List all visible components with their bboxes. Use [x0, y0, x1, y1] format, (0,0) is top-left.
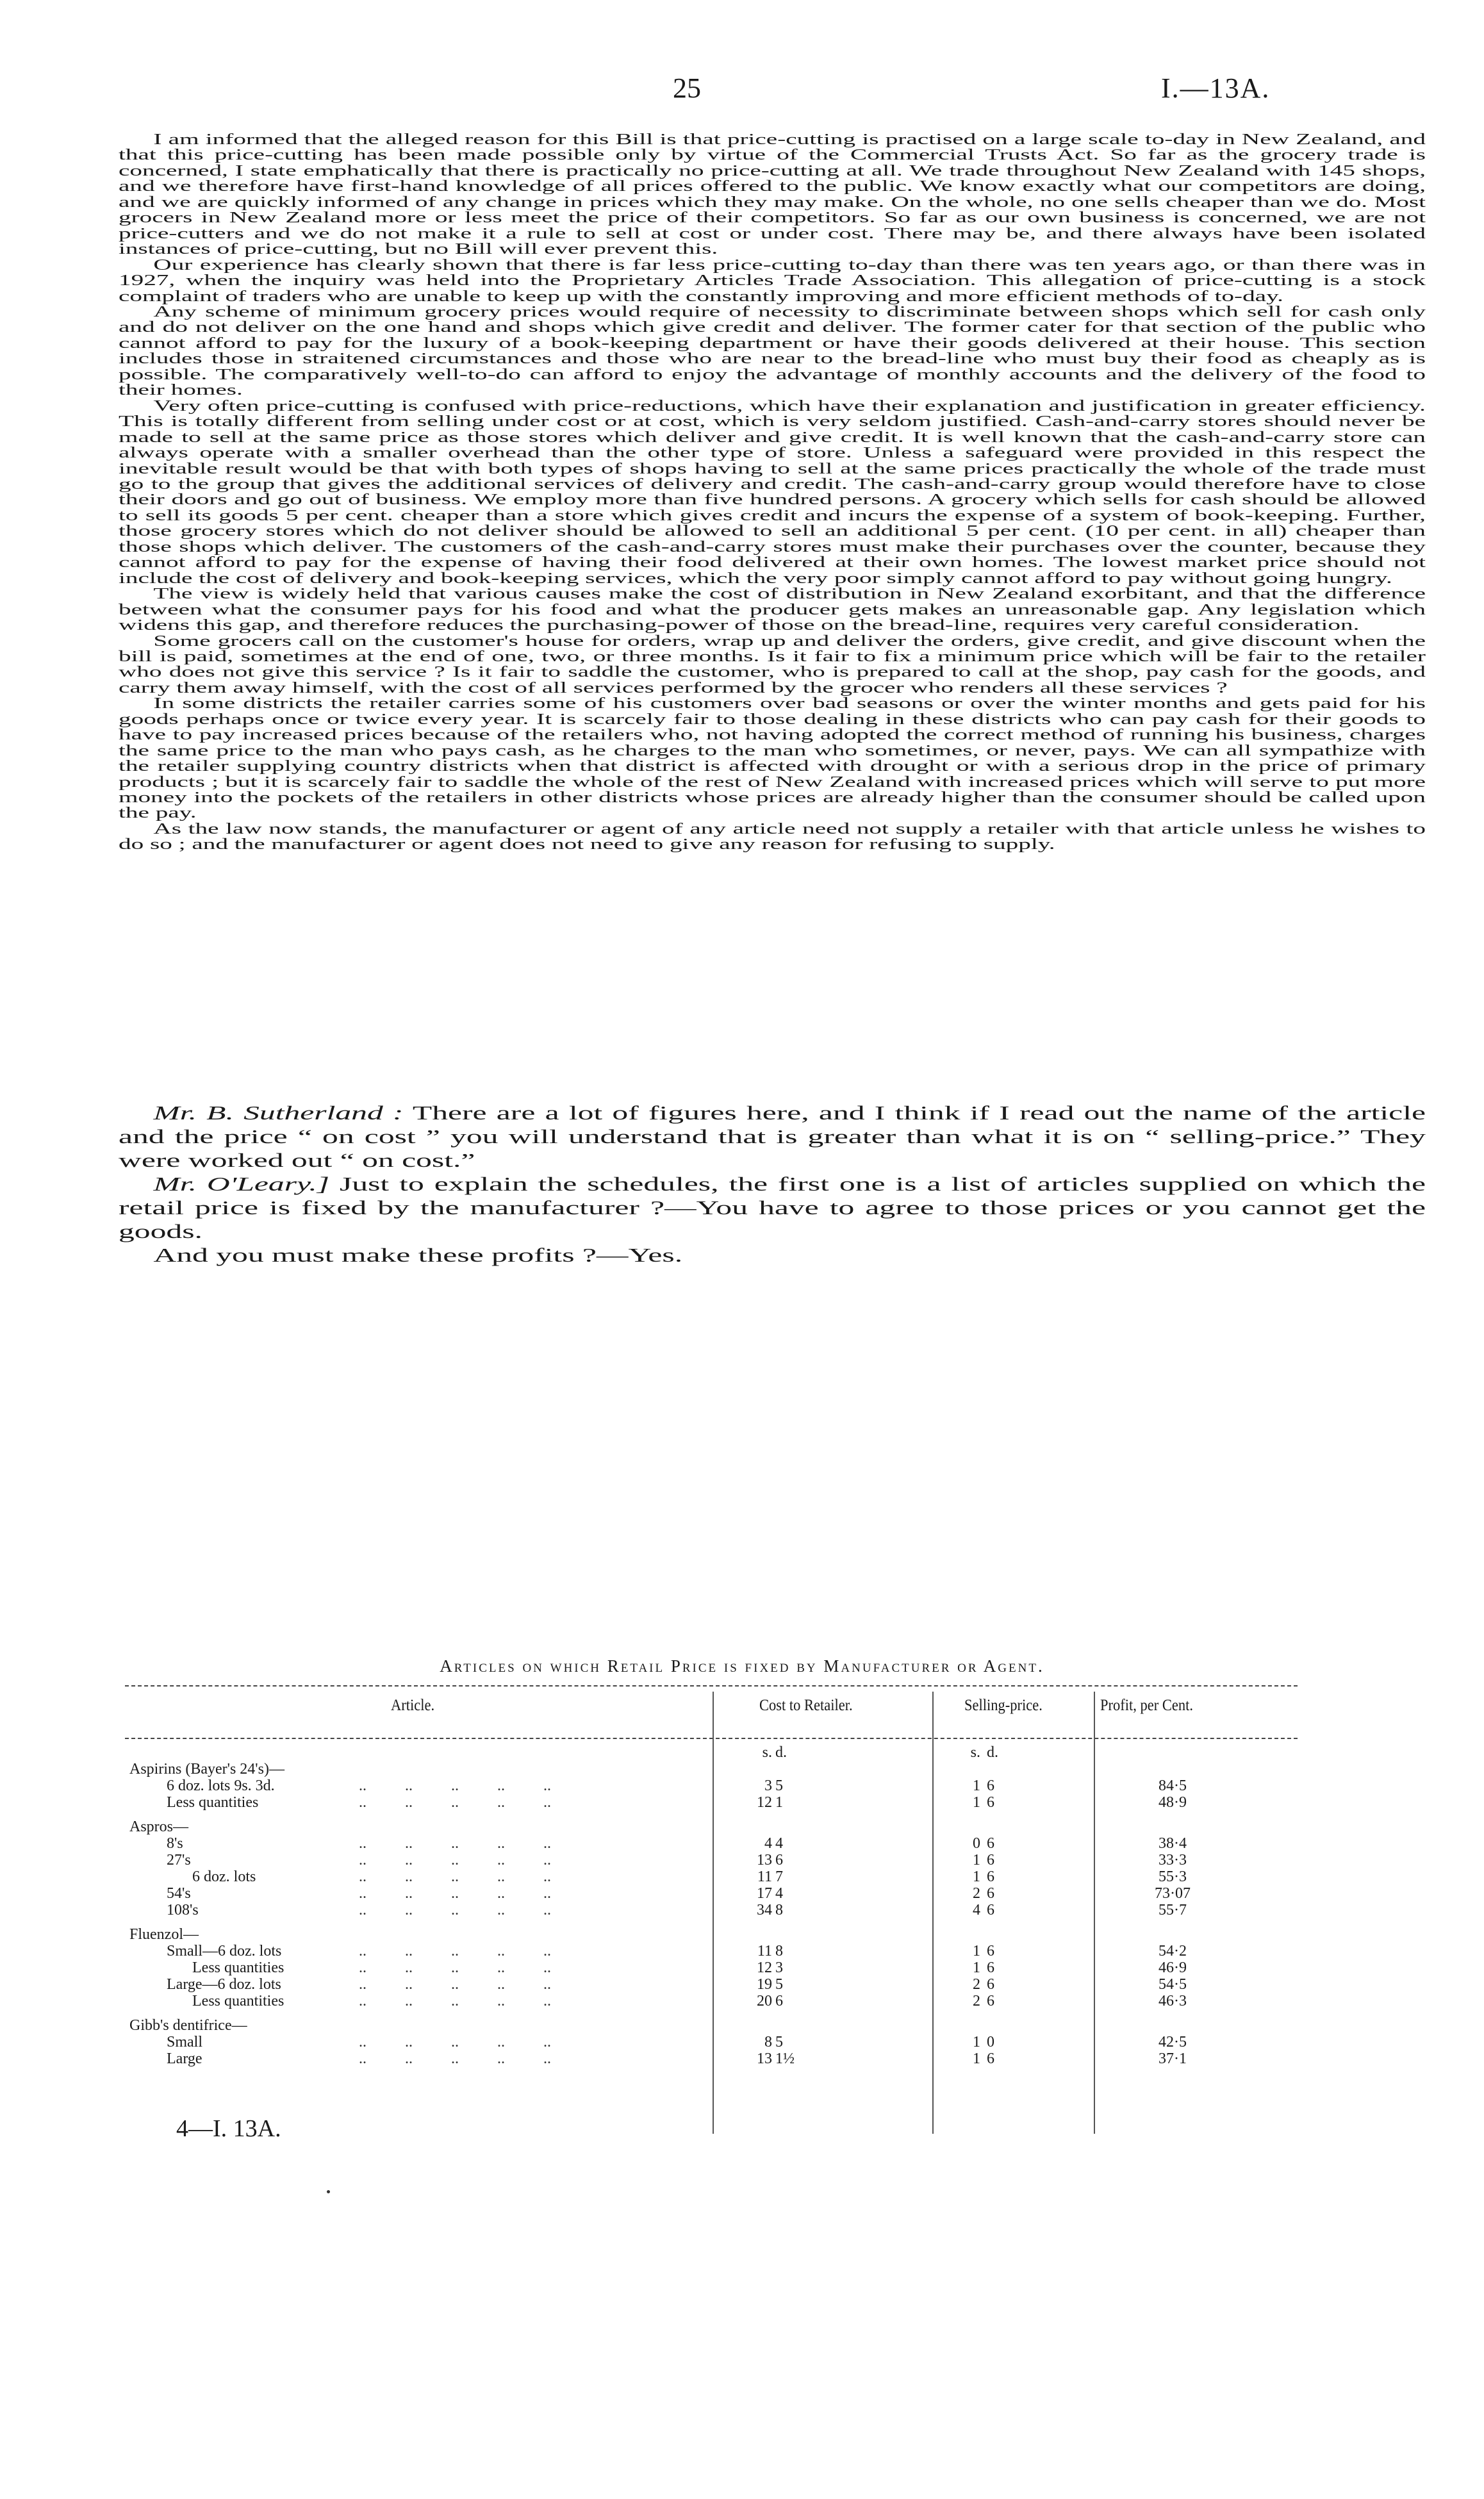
profit-percent: 38·4	[1158, 1835, 1187, 1852]
body-paragraph: I am informed that the alleged reason for this Bill is that price-cutting is practised on a large scale to-day in New Zealand, and that this price-cutting has been made possible only by virtue of the Commercial Trusts Act. So far as the grocery trade is concerned, I state emphatically that there is practically no price-cutting at all. We trade throughout New Zealand with 145 shops, and we therefore have first-hand knowledge of all prices offered to the public. We know exactly what our competitors are doing, and we are quickly informed of any change in prices which they may make. On the whole, no one sells cheaper than we do. Most grocers in New Zealand more or less meet the price of their competitors. So far as our own business is concerned, we are not price-cutters and we do not make it a rule to sell at cost or under cost. There may be, and there always have been isolated instances of price-cutting, but no Bill will ever prevent this.	[119, 131, 1426, 258]
leader-dots: .. .. .. .. ..	[359, 1943, 551, 1959]
table-row	[0, 1959, 1484, 1976]
profit-percent: 55·7	[1158, 1902, 1187, 1918]
cost-shillings: 20	[757, 1993, 772, 2009]
body-paragraph: Any scheme of minimum grocery prices would require of necessity to discriminate between shops which sell for cash only and do not deliver on the one hand and shops which give credit and deliver. The former cater for that section of the public who cannot afford to pay for the luxury of a book-keeping department or have their goods delivered at their house. This section includes those in straitened circumstances and those who are near to the bread-line who must buy their food as cheaply as is possible. The comparatively well-to-do can afford to enjoy the advantage of monthly accounts and the delivery of the food to their homes.	[119, 302, 1426, 399]
dialog-text: Just to explain the schedules, the first one is a list of articles supplied on which the retail price is fixed by the manufacturer ?—You have to agree to those prices or you cannot get the goods.	[119, 1173, 1426, 1242]
selling-shillings: 1	[973, 2034, 980, 2050]
body-paragraph: As the law now stands, the manufacturer or agent of any article need not supply a retailer with that article unless he wishes to do so ; and the manufacturer or agent does not need to give any reason for refusing to supply.	[119, 820, 1426, 854]
selling-shillings: 1	[973, 1943, 980, 1959]
cost-shillings: 13	[757, 2050, 772, 2067]
table-row	[0, 1852, 1484, 1868]
profit-percent: 48·9	[1158, 1794, 1187, 1811]
article-label: 8's	[167, 1835, 183, 1852]
cost-shillings: 19	[757, 1976, 772, 1993]
selling-pence: 6	[987, 1885, 994, 1902]
cost-shillings: 4	[764, 1835, 772, 1852]
selling-shillings: 1	[973, 1794, 980, 1811]
cost-pence: 5	[775, 1976, 783, 1993]
table-row	[0, 1819, 1484, 1835]
dialog-paragraph	[119, 1101, 1426, 1172]
article-label: Fluenzol—	[129, 1926, 199, 1943]
selling-shillings: 4	[973, 1902, 980, 1918]
column-header-profit: Profit, per Cent.	[1100, 1697, 1193, 1714]
dialog-text: There are a lot of figures here, and I think if I read out the name of the article and the price “ on cost ” you will understand that is greater than what it is on “ selling-price.” They were worked out “ on cost.”	[119, 1101, 1426, 1171]
table-row	[0, 1835, 1484, 1852]
unit-pence: d.	[987, 1744, 998, 1761]
cost-pence: 7	[775, 1868, 783, 1885]
leader-dots: .. .. .. .. ..	[359, 1993, 551, 2009]
profit-percent: 54·5	[1158, 1976, 1187, 1993]
body-paragraph: Very often price-cutting is confused with price-reductions, which have their explanation and justification in greater efficiency. This is totally different from selling under cost or at cost, which is very seldom justified. Cash-and-carry stores should never be made to sell at the same price as those stores which deliver and give credit. It is well known that the cash-and-carry store can always operate with a smaller overhead than the other type of store. Unless a safeguard were provided in this respect the inevitable result would be that with both types of shops having to sell at the same prices practically the whole of the trade must go to the group that gives the additional services of delivery and credit. The cash-and-carry group would therefore have to close their doors and go out of business. We employ more than five hundred persons. A grocery which sells for cash should be allowed to sell its goods 5 per cent. cheaper than a store which gives credit and incurs the expense of a system of book-keeping. Further, those grocery stores which do not deliver should be allowed to sell an additional 5 per cent. (10 per cent. in all) cheaper than those shops which deliver. The customers of the cash-and-carry stores must make their purchases over the counter, because they cannot afford to pay for the expense of having their food delivered at their own homes. The lowest market price should not include the cost of delivery and book-keeping services, which the very poor simply cannot afford to pay without going hungry.	[119, 397, 1426, 587]
selling-pence: 6	[987, 1902, 994, 1918]
body-paragraph: In some districts the retailer carries some of his customers over bad seasons or over the winter months and gets paid for his goods perhaps once or twice every year. It is scarcely fair to those dealing in these districts who can pay cash for their goods to have to pay increased prices because of the retailers who, not having adopted the correct method of running his business, charges the same price to the man who pays cash, as he charges to the man who sometimes, or never, pays. We can all sympathize with the retailer supplying country districts when that district is affected with drought or with a serious drop in the price of primary products ; but it is scarcely fair to saddle the whole of the rest of New Zealand with increased prices which will serve to put more money into the pockets of the retailers in other districts whose prices are already higher than the consumer should be called upon the pay.	[119, 695, 1426, 822]
leader-dots: .. .. .. .. ..	[359, 1885, 551, 1902]
body-paragraph: The view is widely held that various causes make the cost of distribution in New Zealand exorbitant, and that the difference between what the consumer pays for his food and what the producer gets makes an unreasonable gap. Any legislation which widens this gap, and therefore reduces the purchasing-power of those on the bread-line, requires very careful consideration.	[119, 585, 1426, 634]
table-row	[0, 2050, 1484, 2067]
body-paragraph: Some grocers call on the customer's house for orders, wrap up and deliver the orders, give credit, and give discount when the bill is paid, sometimes at the end of one, two, or three months. Is it fair to fix a minimum price which will be fair to the retailer who does not give this service ? Is it fair to saddle the customer, who is prepared to call at the shop, pay cash for the goods, and carry them away himself, with the cost of all services performed by the grocer who renders all these services ?	[119, 632, 1426, 697]
article-label: Small—6 doz. lots	[167, 1943, 282, 1959]
cost-shillings: 12	[757, 1959, 772, 1976]
dialog-paragraph	[119, 1172, 1426, 1243]
selling-pence: 0	[987, 2034, 994, 2050]
selling-pence: 6	[987, 1976, 994, 1993]
cost-pence: 1½	[775, 2050, 795, 2067]
profit-percent: 33·3	[1158, 1852, 1187, 1868]
column-header-cost: Cost to Retailer.	[759, 1697, 853, 1714]
cost-pence: 8	[775, 1902, 783, 1918]
selling-shillings: 1	[973, 1868, 980, 1885]
profit-percent: 46·9	[1158, 1959, 1187, 1976]
selling-pence: 6	[987, 1835, 994, 1852]
cost-pence: 6	[775, 1852, 783, 1868]
selling-pence: 6	[987, 1777, 994, 1794]
units-row	[0, 1744, 1484, 1761]
leader-dots: .. .. .. .. ..	[359, 1868, 551, 1885]
table-row	[0, 1761, 1484, 1777]
article-label: 108's	[167, 1902, 199, 1918]
column-header-selling-price: Selling-price.	[964, 1697, 1043, 1714]
table-row	[0, 1902, 1484, 1918]
table-top-rule	[125, 1685, 1298, 1687]
profit-percent: 84·5	[1158, 1777, 1187, 1794]
cost-shillings: 11	[757, 1868, 772, 1885]
table-row	[0, 2034, 1484, 2050]
selling-pence: 6	[987, 1943, 994, 1959]
dialog-text: And you must make these profits ?—Yes.	[153, 1244, 683, 1266]
leader-dots: .. .. .. .. ..	[359, 2034, 551, 2050]
leader-dots: .. .. .. .. ..	[359, 2050, 551, 2067]
leader-dots: .. .. .. .. ..	[359, 1959, 551, 1976]
article-label: Less quantities	[192, 1993, 284, 2009]
article-label: 6 doz. lots 9s. 3d.	[167, 1777, 275, 1794]
article-label: Large	[167, 2050, 202, 2067]
scan-speck	[327, 2190, 330, 2193]
signature-mark: 4—I. 13A.	[176, 2115, 281, 2142]
article-label: Less quantities	[167, 1794, 259, 1811]
table-row	[0, 2017, 1484, 2034]
cost-shillings: 34	[757, 1902, 772, 1918]
profit-percent: 46·3	[1158, 1993, 1187, 2009]
article-label: 27's	[167, 1852, 191, 1868]
leader-dots: .. .. .. .. ..	[359, 1777, 551, 1794]
table-row	[0, 1868, 1484, 1885]
unit-shillings: s.	[970, 1744, 980, 1761]
selling-shillings: 1	[973, 2050, 980, 2067]
article-label: Less quantities	[192, 1959, 284, 1976]
body-paragraph: Our experience has clearly shown that there is far less price-cutting to-day than there was ten years ago, or than there was in 1927, when the inquiry was held into the Proprietary Articles Trade Association. This allegation of price-cutting is a stock complaint of traders who are unable to keep up with the constantly improving and more efficient methods of to-day.	[119, 256, 1426, 305]
cost-pence: 5	[775, 1777, 783, 1794]
cost-shillings: 17	[757, 1885, 772, 1902]
leader-dots: .. .. .. .. ..	[359, 1902, 551, 1918]
profit-percent: 73·07	[1155, 1885, 1191, 1902]
selling-pence: 6	[987, 1852, 994, 1868]
table-row	[0, 1777, 1484, 1794]
profit-percent: 54·2	[1158, 1943, 1187, 1959]
selling-shillings: 2	[973, 1993, 980, 2009]
selling-pence: 6	[987, 1794, 994, 1811]
selling-shillings: 1	[973, 1777, 980, 1794]
dialog-section	[119, 1101, 1426, 1267]
cost-pence: 6	[775, 1993, 783, 2009]
leader-dots: .. .. .. .. ..	[359, 1794, 551, 1811]
profit-percent: 42·5	[1158, 2034, 1187, 2050]
selling-pence: 6	[987, 1993, 994, 2009]
cost-pence: 4	[775, 1835, 783, 1852]
dialog-paragraph	[119, 1243, 1426, 1267]
profit-percent: 55·3	[1158, 1868, 1187, 1885]
leader-dots: .. .. .. .. ..	[359, 1976, 551, 1993]
page-number: 25	[673, 72, 701, 104]
selling-shillings: 0	[973, 1835, 980, 1852]
table-row	[0, 1993, 1484, 2009]
body-text	[119, 132, 1426, 853]
table-row	[0, 1926, 1484, 1943]
cost-shillings: 12	[757, 1794, 772, 1811]
speaker-name: Mr. O'Leary.]	[153, 1173, 330, 1195]
profit-percent: 37·1	[1158, 2050, 1187, 2067]
cost-pence: 1	[775, 1794, 783, 1811]
article-label: Large—6 doz. lots	[167, 1976, 281, 1993]
table-row	[0, 1943, 1484, 1959]
cost-pence: 8	[775, 1943, 783, 1959]
selling-shillings: 2	[973, 1885, 980, 1902]
table-header-rule	[125, 1738, 1298, 1739]
article-label: 54's	[167, 1885, 191, 1902]
selling-pence: 6	[987, 1959, 994, 1976]
cost-shillings: 3	[764, 1777, 772, 1794]
document-reference: I.—13A.	[1161, 72, 1271, 104]
cost-shillings: 8	[764, 2034, 772, 2050]
table-row	[0, 1794, 1484, 1811]
cost-shillings: 13	[757, 1852, 772, 1868]
cost-pence: 3	[775, 1959, 783, 1976]
unit-shillings: s.	[762, 1744, 772, 1761]
table-row	[0, 1976, 1484, 1993]
cost-shillings: 11	[757, 1943, 772, 1959]
selling-pence: 6	[987, 1868, 994, 1885]
article-label: Gibb's dentifrice—	[129, 2017, 247, 2034]
article-label: Small	[167, 2034, 203, 2050]
selling-shillings: 2	[973, 1976, 980, 1993]
selling-shillings: 1	[973, 1959, 980, 1976]
cost-pence: 5	[775, 2034, 783, 2050]
selling-pence: 6	[987, 2050, 994, 2067]
article-label: Aspros—	[129, 1819, 189, 1835]
column-header-article: Article.	[391, 1697, 435, 1714]
table-row	[0, 1885, 1484, 1902]
table-title: Articles on which Retail Price is fixed by Manufacturer or Agent.	[440, 1656, 1044, 1676]
leader-dots: .. .. .. .. ..	[359, 1852, 551, 1868]
cost-pence: 4	[775, 1885, 783, 1902]
speaker-name: Mr. B. Sutherland :	[153, 1101, 404, 1124]
article-label: Aspirins (Bayer's 24's)—	[129, 1761, 284, 1777]
selling-shillings: 1	[973, 1852, 980, 1868]
unit-pence: d.	[775, 1744, 787, 1761]
article-label: 6 doz. lots	[192, 1868, 256, 1885]
leader-dots: .. .. .. .. ..	[359, 1835, 551, 1852]
